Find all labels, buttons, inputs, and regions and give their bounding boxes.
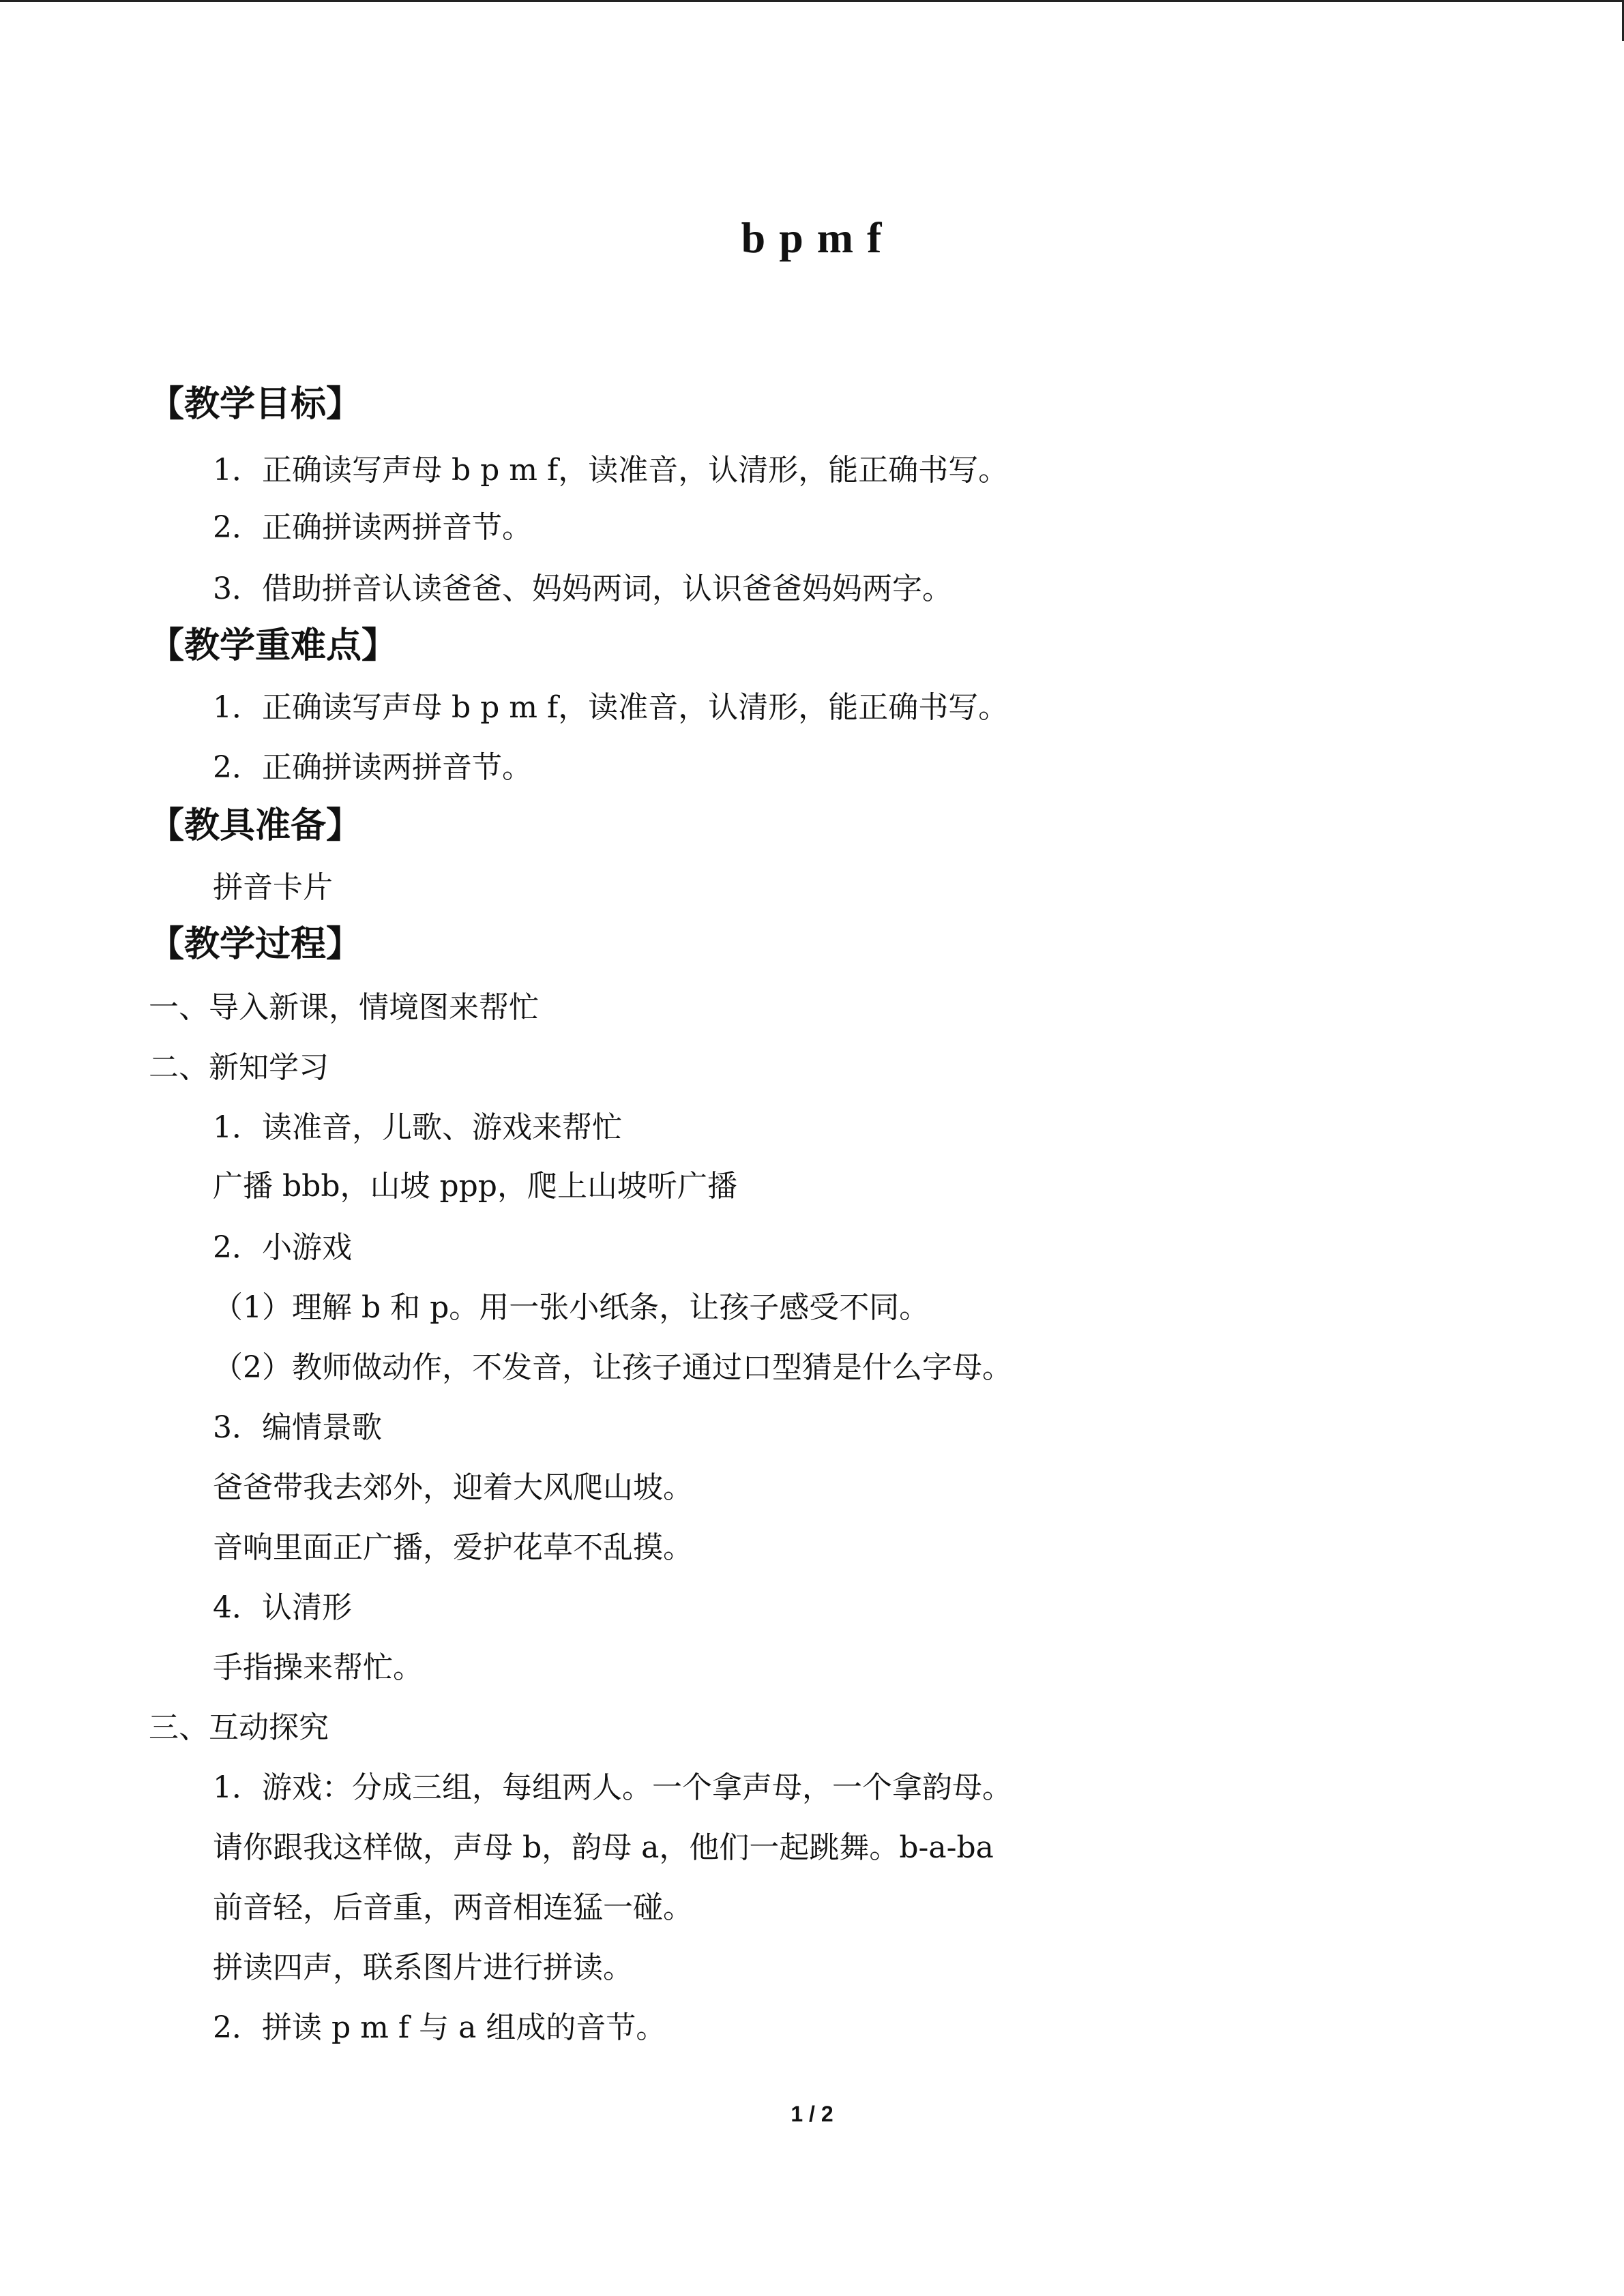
process-line: （2）教师做动作，不发音，让孩子通过口型猜是什么字母。	[213, 1350, 1012, 1385]
process-line: 2．拼读 p m f 与 a 组成的音节。	[213, 2010, 666, 2045]
key-point-item-2: 2．正确拼读两拼音节。	[213, 750, 532, 785]
process-line: 广播 bbb，山坡 ppp，爬上山坡听广播	[213, 1169, 737, 1204]
key-point-item-1: 1．正确读写声母 b p m f，读准音，认清形，能正确书写。	[213, 690, 1009, 725]
objective-item-1: 1．正确读写声母 b p m f，读准音，认清形，能正确书写。	[213, 453, 1009, 488]
process-line: 一、导入新课，情境图来帮忙	[149, 990, 539, 1025]
process-line: 2．小游戏	[213, 1230, 352, 1265]
document-title: b p m f	[741, 213, 883, 262]
section-heading-key-points: 【教学重难点】	[149, 625, 398, 666]
process-line: 1．游戏：分成三组，每组两人。一个拿声母，一个拿韵母。	[213, 1770, 1012, 1805]
process-line: 4．认清形	[213, 1590, 352, 1625]
objective-item-3: 3．借助拼音认读爸爸、妈妈两词，认识爸爸妈妈两字。	[213, 571, 952, 606]
section-heading-objectives: 【教学目标】	[149, 384, 362, 425]
process-line: 拼读四声，联系图片进行拼读。	[213, 1950, 633, 1985]
process-line: 前音轻，后音重，两音相连猛一碰。	[213, 1890, 693, 1925]
objective-item-2: 2．正确拼读两拼音节。	[213, 510, 532, 545]
process-line: 爸爸带我去郊外，迎着大风爬山坡。	[213, 1470, 693, 1505]
materials-item-1: 拼音卡片	[213, 870, 333, 905]
process-line: 手指操来帮忙。	[213, 1650, 423, 1685]
top-border	[0, 0, 1624, 2]
section-heading-materials: 【教具准备】	[149, 805, 362, 846]
process-line: （1）理解 b 和 p。用一张小纸条，让孩子感受不同。	[213, 1290, 930, 1325]
process-line: 1．读准音，儿歌、游戏来帮忙	[213, 1110, 622, 1145]
page-number: 1 / 2	[791, 2102, 833, 2126]
process-line: 请你跟我这样做，声母 b，韵母 a，他们一起跳舞。b-a-ba	[213, 1830, 994, 1865]
process-line: 二、新知学习	[149, 1050, 329, 1085]
process-line: 音响里面正广播，爱护花草不乱摸。	[213, 1530, 693, 1565]
process-line: 三、互动探究	[149, 1710, 329, 1745]
section-heading-process: 【教学过程】	[149, 924, 362, 965]
process-line: 3．编情景歌	[213, 1410, 382, 1445]
